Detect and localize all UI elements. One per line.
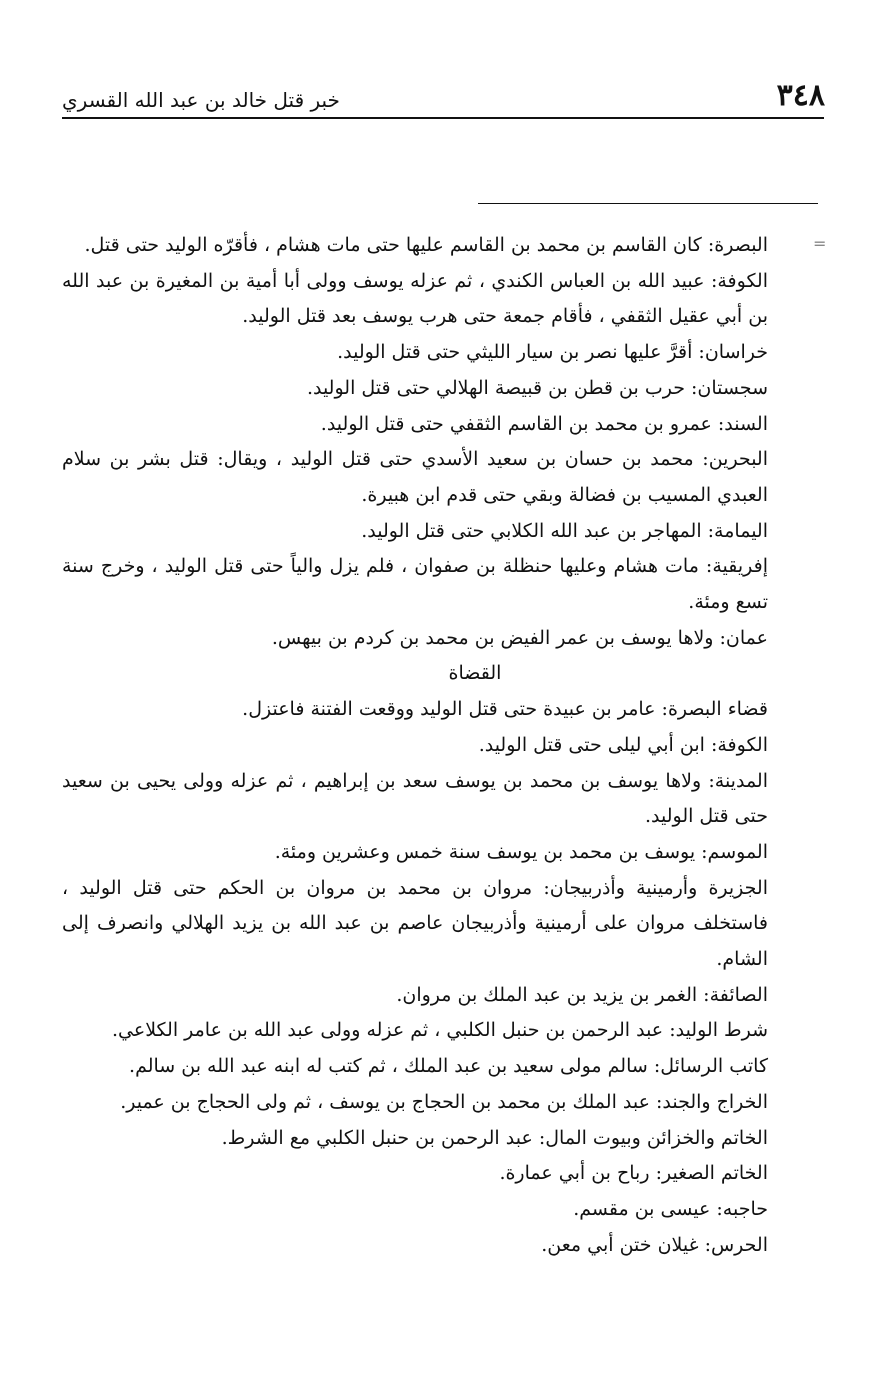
- entry-label: الجزيرة وأرمينية وأذربيجان:: [543, 876, 768, 899]
- entry-label: كاتب الرسائل:: [653, 1055, 768, 1078]
- entry-label: عمان:: [719, 626, 768, 649]
- entry-text: رباح بن أبي عمارة.: [499, 1162, 656, 1185]
- entry-text: عمرو بن محمد بن القاسم الثقفي حتى قتل الوليد.: [320, 412, 718, 435]
- entry-text: الغمر بن يزيد بن عبد الملك بن مروان.: [396, 983, 704, 1006]
- entry-katib: [62, 1049, 768, 1085]
- entry-text: عبد الملك بن محمد بن الحجاج بن يوسف ، ثم ولى الحجاج بن عمير.: [120, 1090, 656, 1113]
- entry-basra-judge: [62, 692, 768, 728]
- entry-label: البصرة:: [707, 234, 768, 256]
- entry-label: إفريقية:: [705, 555, 768, 578]
- entry-yamama: [62, 514, 768, 550]
- entry-label: البحرين:: [702, 448, 768, 471]
- entry-label: المدينة:: [708, 769, 768, 792]
- entry-ifriqiya: [62, 549, 768, 620]
- running-title: خبر قتل خالد بن عبد الله القسري: [62, 88, 340, 112]
- entry-sijistan: [62, 371, 768, 407]
- entry-text: ابن أبي ليلى حتى قتل الوليد.: [478, 733, 711, 756]
- separator-rule: [478, 203, 818, 204]
- entry-sind: [62, 407, 768, 443]
- entry-text: عبد الرحمن بن حنبل الكلبي ، ثم عزله وولى عبد الله بن عامر الكلاعي.: [112, 1019, 670, 1042]
- section-heading-judges: القضاة: [448, 662, 502, 685]
- entry-mawsim: [62, 835, 768, 871]
- entry-label: الخاتم والخزائن وبيوت المال:: [538, 1126, 768, 1149]
- entry-medina: [62, 764, 768, 835]
- entry-text: كان القاسم بن محمد بن القاسم عليها حتى مات هشام ، فأقرّه الوليد حتى قتل.: [84, 234, 708, 256]
- entry-khatam: [62, 1121, 768, 1157]
- entry-text: محمد بن حسان بن سعيد الأسدي حتى قتل الوليد ، ويقال: قتل بشر بن سلام العبدي المسيب بن فضالة وبقي حتى قدم ابن هبيرة.: [62, 448, 768, 506]
- entry-jazira: [62, 871, 768, 978]
- entry-label: الموسم:: [701, 840, 768, 863]
- entry-shurta: [62, 1013, 768, 1049]
- entry-khatam-saghir: [62, 1156, 768, 1192]
- entry-label: حاجبه:: [716, 1197, 768, 1220]
- entry-label: الكوفة:: [710, 269, 768, 292]
- entry-kufa-judge: [62, 728, 768, 764]
- entry-kufa: [62, 264, 768, 335]
- entry-text: مات هشام وعليها حنظلة بن صفوان ، فلم يزل والياً حتى قتل الوليد ، وخرج سنة تسع ومئة.: [62, 555, 768, 614]
- entry-text: عيسى بن مقسم.: [573, 1197, 717, 1220]
- entry-text: عامر بن عبيدة حتى قتل الوليد ووقعت الفتنة فاعتزل.: [242, 698, 662, 721]
- entry-text: سالم مولى سعيد بن عبد الملك ، ثم كتب له ابنه عبد الله بن سالم.: [129, 1055, 654, 1078]
- entry-text: غيلان ختن أبي معن.: [541, 1233, 705, 1256]
- entry-label: الحرس:: [704, 1233, 768, 1256]
- margin-mark: =: [813, 234, 827, 253]
- entry-label: سجستان:: [690, 376, 768, 399]
- entry-label: الخاتم الصغير:: [655, 1162, 768, 1185]
- entry-saifa: [62, 978, 768, 1014]
- page-number: ٣٤٨: [776, 78, 825, 113]
- entry-text: يوسف بن محمد بن يوسف سنة خمس وعشرين ومئة.: [274, 840, 702, 863]
- entry-text: مروان بن محمد بن مروان بن الحكم حتى قتل الوليد ، فاستخلف مروان على أرمينية وأذربيجان عاصم بن عبد الله بن يزيد الهلالي وانصرف إلى الشام.: [62, 876, 768, 971]
- entry-text: حرب بن قطن بن قبيصة الهلالي حتى قتل الوليد.: [306, 376, 691, 399]
- entry-label: السند:: [717, 412, 768, 435]
- entry-label: اليمامة:: [707, 519, 768, 542]
- entry-label: شرط الوليد:: [669, 1019, 768, 1042]
- entry-oman: [62, 621, 768, 657]
- entry-haras: [62, 1228, 768, 1264]
- entry-label: قضاء البصرة:: [661, 698, 768, 721]
- entry-basra: [62, 228, 768, 264]
- entry-hajib: [62, 1192, 768, 1228]
- entry-label: الصائفة:: [703, 983, 768, 1006]
- entry-khurasan: [62, 335, 768, 371]
- body-text: [62, 228, 768, 1263]
- entry-label: الكوفة:: [710, 733, 768, 756]
- entry-text: المهاجر بن عبد الله الكلابي حتى قتل الوليد.: [361, 519, 708, 542]
- entry-label: خراسان:: [698, 341, 768, 364]
- entry-label: الخراج والجند:: [655, 1090, 768, 1113]
- entry-kharaj: [62, 1085, 768, 1121]
- entry-text: أقرَّ عليها نصر بن سيار الليثي حتى قتل الوليد.: [337, 341, 699, 364]
- entry-text: عبد الرحمن بن حنبل الكلبي مع الشرط.: [221, 1126, 539, 1149]
- entry-text: ولاها يوسف بن محمد بن يوسف سعد بن إبراهيم ، ثم عزله وولى يحيى بن سعيد حتى قتل الوليد.: [62, 769, 768, 828]
- entry-text: عبيد الله بن العباس الكندي ، ثم عزله يوسف وولى أبا أمية بن المغيرة بن عبد الله بن أبي عقيل الثقفي ، فأقام جمعة حتى هرب يوسف بعد قتل الوليد.: [62, 269, 768, 328]
- entry-text: ولاها يوسف بن عمر الفيض بن محمد بن كردم بن بيهس.: [271, 626, 720, 649]
- entry-bahrain: [62, 442, 768, 513]
- header-rule: [62, 117, 824, 119]
